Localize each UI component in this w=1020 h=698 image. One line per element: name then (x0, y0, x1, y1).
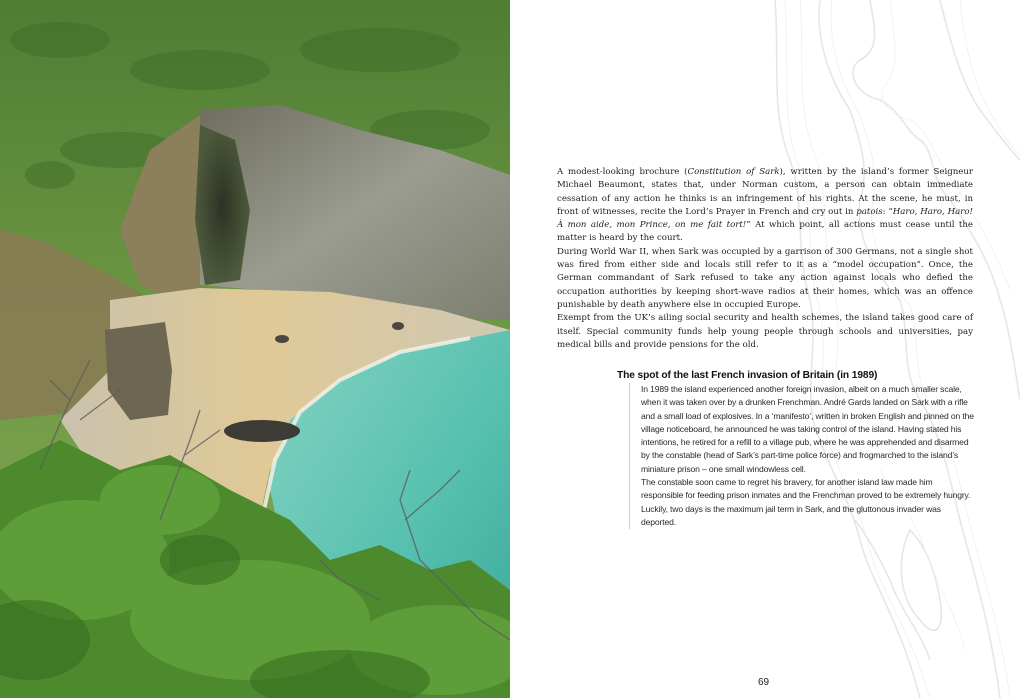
text-segment: ), written by the island’s former Seigneur Michael Beaumont, states that, under Norman custom, a person can obtain immediate cessation of any action he thinks is an infringement of his rights. At the scene, he must, in front of witnesses, recite the Lord’s Prayer in French and cry out in (557, 167, 973, 217)
sidebar-paragraph-deported: The constable soon came to regret his bravery, for another island law made him responsible for feeding prison inmates and the Frenchman proved to be extremely hungry. Luckily, two days is the maximum jail term in Sark, and the gluttonous invader was deported. (641, 477, 971, 527)
page-number: 69 (758, 677, 770, 688)
paragraph-ww2-occupation: During World War II, when Sark was occupied by a garrison of 300 Germans, not a single shot was fired from either side and locals still refer to it as a “model occupation”. Once, the German commandant of Sark refused to take any action against locals who defied the occupation authorities by keeping short-wave radios at their homes, which was an offence punishable by death anywhere else in occupied Europe. (557, 246, 973, 310)
sidebar-paragraph-invasion: In 1989 the island experienced another foreign invasion, albeit on a much smaller scale, when it was taken over by a drunken Frenchman. André Gards landed on Sark with a rifle and a small load of explosives. In a ‘manifesto’, written in broken English and pinned on the village noticeboard, he announced he was taking control of the island. Having stated his intentions, he retired for a refill to a village pub, where he was apprehended and disarmed by the constable (head of Sark’s part-time police force) and frogmarched to the island’s miniature prison – one small windowless cell. (641, 384, 974, 474)
italic-term: patois (856, 206, 883, 217)
sidebar-heading: The spot of the last French invasion of Britain (in 1989) (617, 370, 878, 381)
text-segment: A modest-looking brochure ( (557, 167, 688, 177)
clameur-de-haro-quote: Haro, Haro, Haro! À mon aide, mon Prince, on me fait tort! (557, 206, 973, 231)
brochure-title: Constitution of Sark (687, 167, 780, 177)
sidebar-body (629, 383, 975, 529)
text-segment: : “ (882, 206, 893, 217)
main-article-text (557, 166, 973, 352)
text-page (510, 0, 1020, 698)
paragraph-norman-custom (557, 166, 973, 246)
paragraph-social-security: Exempt from the UK’s ailing social security and health schemes, the island takes good care of itself. Special community funds help young people through schools and universities, pay medical bills and provide pensions for the old. (557, 313, 973, 350)
text-segment: ” At which point, all actions must cease until the matter is heard by the court. (557, 220, 973, 244)
